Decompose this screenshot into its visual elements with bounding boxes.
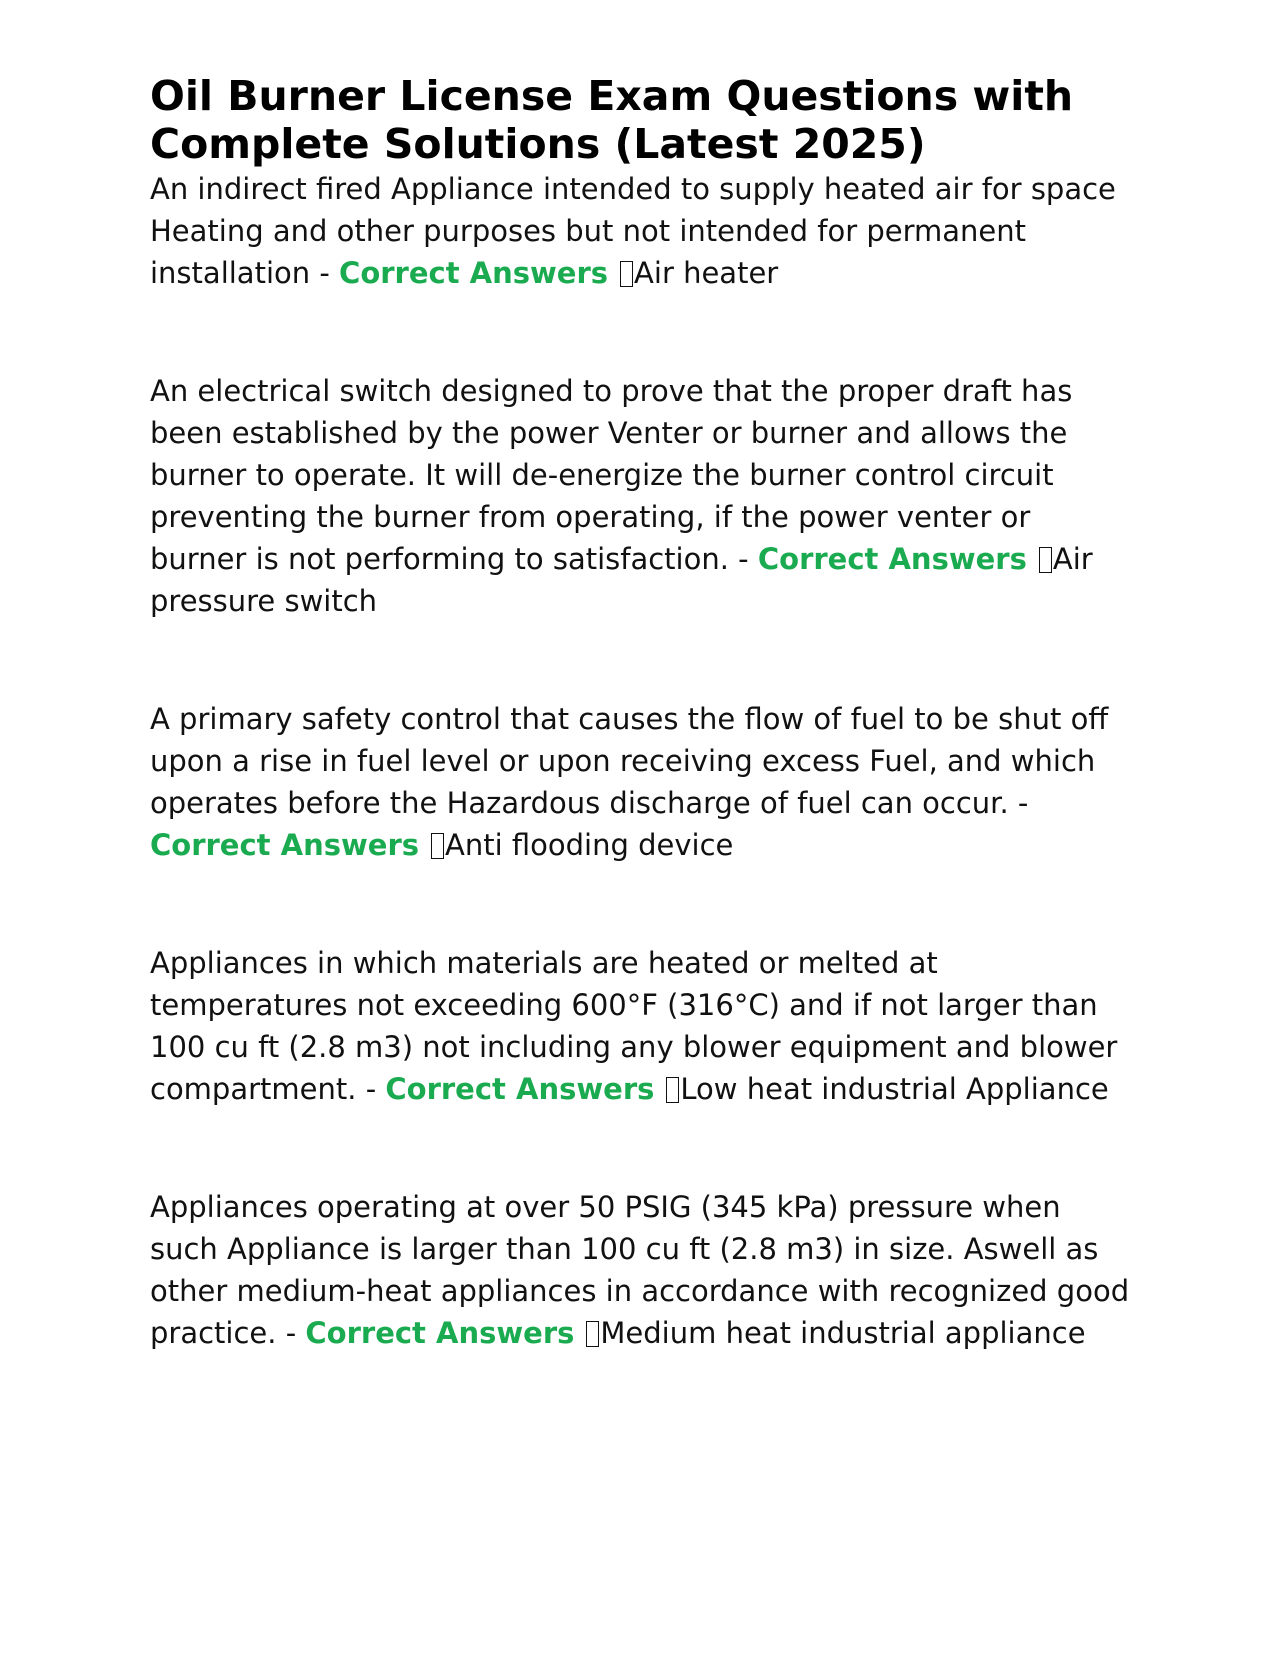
- question-text: An indirect fired Appliance intended to supply heated air for space Heating and other purposes but not intended for permanent installation -: [150, 172, 1116, 290]
- missing-glyph-icon: [620, 261, 633, 287]
- answer-text: Air pressure switch: [150, 542, 1093, 618]
- question-text: An electrical switch designed to prove that the proper draft has been established by the power Venter or burner and allows the burner to operate. It will de-energize the burner control circuit preventing the burner from operating, if the power venter or burner is not performing to satisfaction. -: [150, 374, 1073, 576]
- qa-item-5: [150, 1186, 1130, 1354]
- missing-glyph-icon: [666, 1077, 679, 1103]
- question-text: Appliances in which materials are heated or melted at temperatures not exceeding 600°F (316°C) and if not larger than 100 cu ft (2.8 m3) not including any blower equipment and blower compartment. -: [150, 946, 1118, 1106]
- qa-item-2: [150, 370, 1130, 622]
- question-text: A primary safety control that causes the flow of fuel to be shut off upon a rise in fuel level or upon receiving excess Fuel, and which operates before the Hazardous discharge of fuel can occur. -: [150, 702, 1109, 820]
- correct-answers-label: Correct Answers: [757, 542, 1027, 576]
- missing-glyph-icon: [431, 833, 444, 859]
- correct-answers-label: Correct Answers: [150, 828, 420, 862]
- qa-item-4: [150, 942, 1130, 1110]
- answer-text: Anti flooding device: [445, 828, 734, 862]
- correct-answers-label: Correct Answers: [339, 256, 609, 290]
- question-text: Appliances operating at over 50 PSIG (345 kPa) pressure when such Appliance is larger than 100 cu ft (2.8 m3) in size. Aswell as other medium-heat appliances in accordance with recognized good practice. -: [150, 1190, 1130, 1350]
- correct-answers-label: Correct Answers: [305, 1316, 575, 1350]
- missing-glyph-icon: [1039, 547, 1052, 573]
- answer-text: Air heater: [634, 256, 779, 290]
- document-title: Oil Burner License Exam Questions with Complete Solutions (Latest 2025): [150, 72, 1074, 168]
- qa-item-3: [150, 698, 1130, 866]
- correct-answers-label: Correct Answers: [385, 1072, 655, 1106]
- answer-text: Medium heat industrial appliance: [600, 1316, 1086, 1350]
- answer-text: Low heat industrial Appliance: [680, 1072, 1109, 1106]
- missing-glyph-icon: [586, 1321, 599, 1347]
- qa-item-1: [150, 168, 1130, 294]
